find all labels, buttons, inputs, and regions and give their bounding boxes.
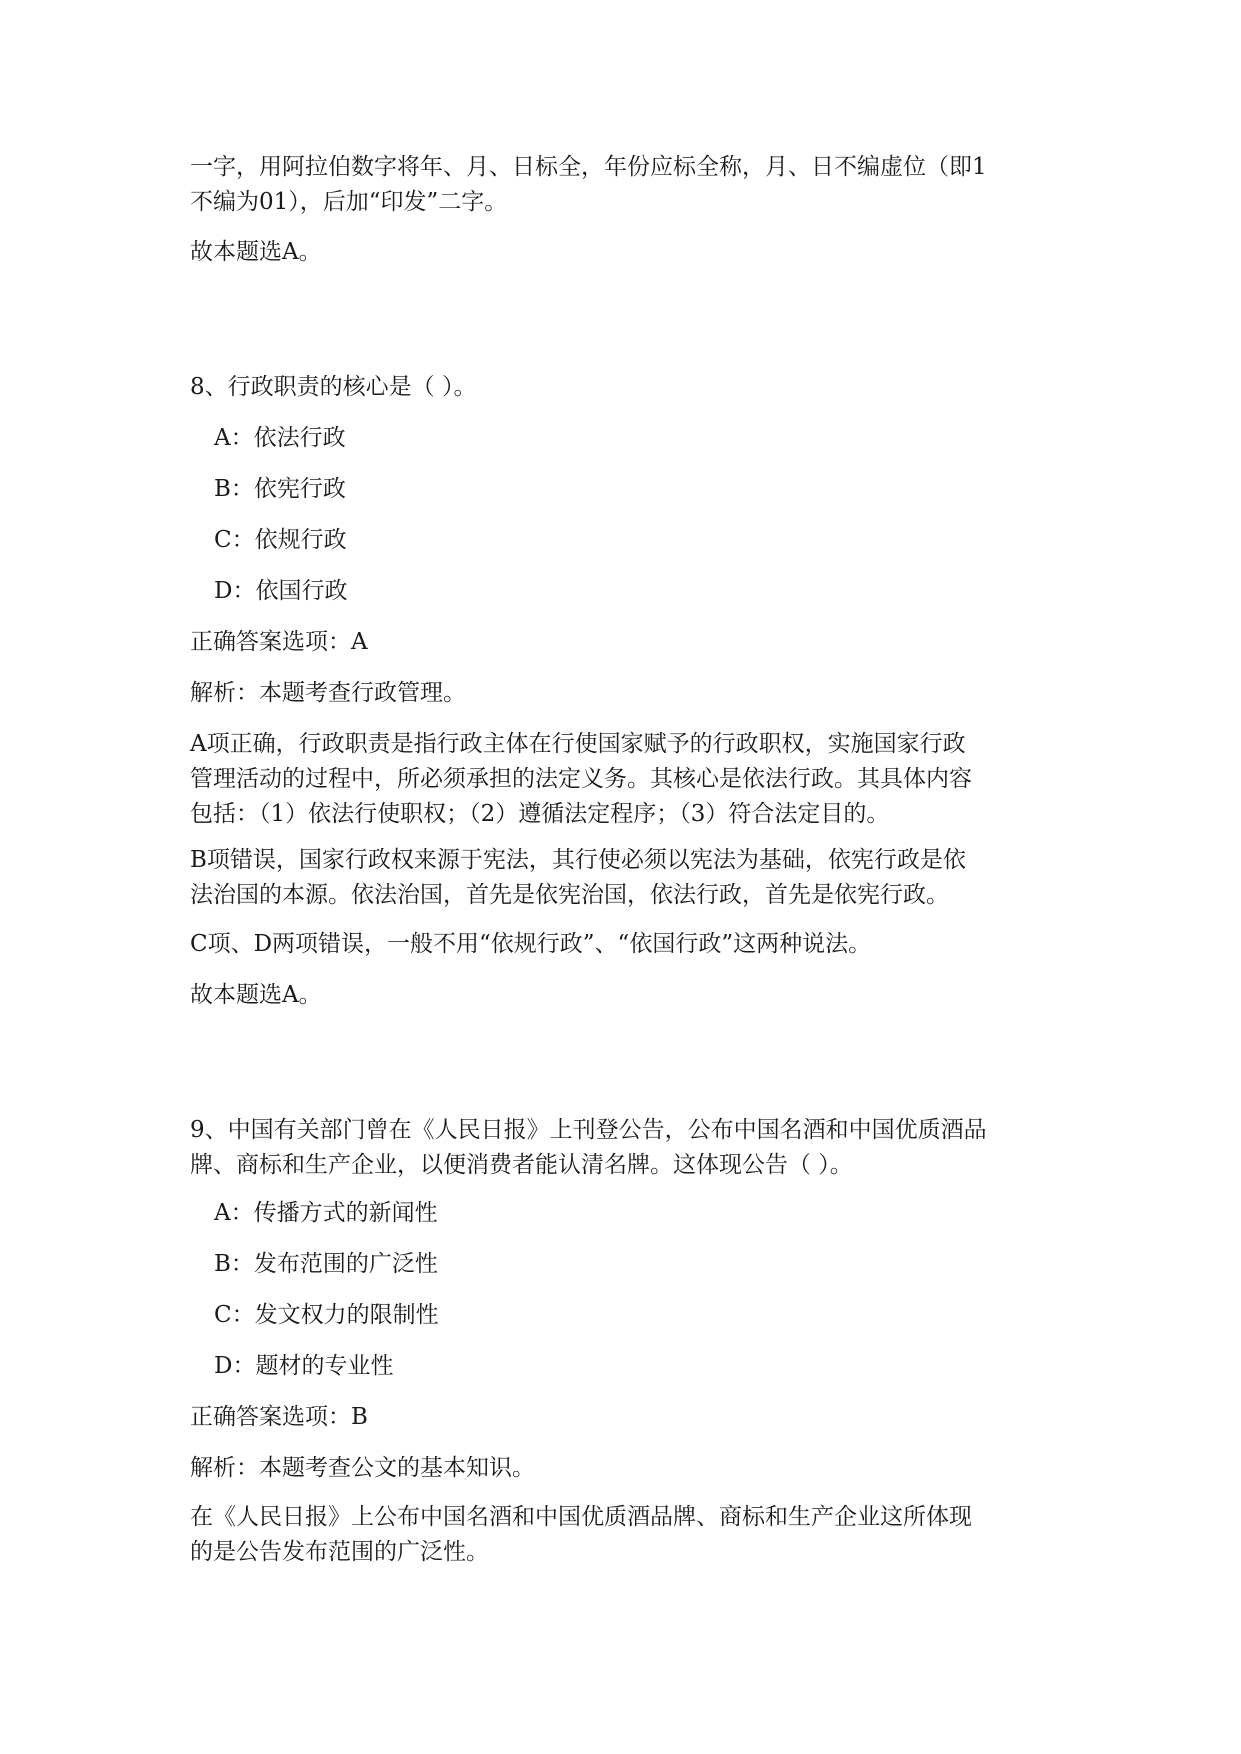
- q8-cd-line: C项、D两项错误，一般不用“依规行政”、“依国行政”这两种说法。: [190, 931, 872, 957]
- option-key: D：: [214, 1353, 256, 1379]
- q8-analysis-intro: 解析：本题考查行政管理。: [190, 680, 466, 706]
- q9-option-d: [214, 1349, 393, 1384]
- q9-analysis-intro: 解析：本题考查公文的基本知识。: [190, 1455, 535, 1481]
- option-key: C：: [214, 527, 255, 553]
- q8-a-line-3: 包括：（1）依法行使职权；（2）遵循法定程序；（3）符合法定目的。: [190, 801, 890, 827]
- prev-conclusion: 故本题选A。: [190, 239, 322, 265]
- option-text: 依规行政: [254, 527, 347, 553]
- q8-option-b: [214, 472, 346, 507]
- option-key: C：: [214, 1302, 255, 1328]
- option-key: B：: [214, 1251, 254, 1277]
- q9-explain-line-2: 的是公告发布范围的广泛性。: [190, 1539, 489, 1565]
- q9-option-c: [214, 1298, 439, 1333]
- option-text: 依宪行政: [253, 476, 346, 502]
- option-key: B：: [214, 476, 254, 502]
- q8-b-line-1: B项错误，国家行政权来源于宪法，其行使必须以宪法为基础，依宪行政是依: [190, 847, 966, 873]
- prev-explanation-line-2: 不编为01），后加“印发”二字。: [190, 189, 508, 215]
- q8-conclusion: 故本题选A。: [190, 982, 322, 1008]
- q9-option-b: [214, 1247, 438, 1282]
- option-text: 传播方式的新闻性: [253, 1200, 438, 1226]
- q8-option-c: [214, 523, 347, 558]
- q9-question-line-1: 9、中国有关部门曾在《人民日报》上刊登公告，公布中国名酒和中国优质酒品: [190, 1117, 987, 1143]
- q8-option-a: [214, 421, 346, 456]
- q8-option-d: [214, 574, 347, 609]
- prev-explanation-line-1: 一字，用阿拉伯数字将年、月、日标全，年份应标全称，月、日不编虚位（即1: [190, 154, 987, 180]
- q8-answer: 正确答案选项：A: [190, 629, 368, 655]
- q8-a-line-1: A项正确，行政职责是指行政主体在行使国家赋予的行政职权，实施国家行政: [190, 731, 966, 757]
- q9-explain-line-1: 在《人民日报》上公布中国名酒和中国优质酒品牌、商标和生产企业这所体现: [190, 1504, 972, 1530]
- q8-question: 8、行政职责的核心是（ ）。: [190, 374, 477, 400]
- option-key: A：: [214, 425, 254, 451]
- option-text: 依国行政: [255, 578, 348, 604]
- option-text: 发布范围的广泛性: [253, 1251, 438, 1277]
- q8-a-line-2: 管理活动的过程中，所必须承担的法定义务。其核心是依法行政。其具体内容: [190, 766, 972, 792]
- option-text: 发文权力的限制性: [254, 1302, 439, 1328]
- q8-b-line-2: 法治国的本源。依法治国，首先是依宪治国，依法行政，首先是依宪行政。: [190, 882, 949, 908]
- q9-question-line-2: 牌、商标和生产企业，以便消费者能认清名牌。这体现公告（ ）。: [190, 1152, 853, 1178]
- option-text: 题材的专业性: [255, 1353, 394, 1379]
- q9-answer: 正确答案选项：B: [190, 1404, 368, 1430]
- option-text: 依法行政: [253, 425, 346, 451]
- option-key: D：: [214, 578, 256, 604]
- option-key: A：: [214, 1200, 254, 1226]
- q9-option-a: [214, 1196, 438, 1231]
